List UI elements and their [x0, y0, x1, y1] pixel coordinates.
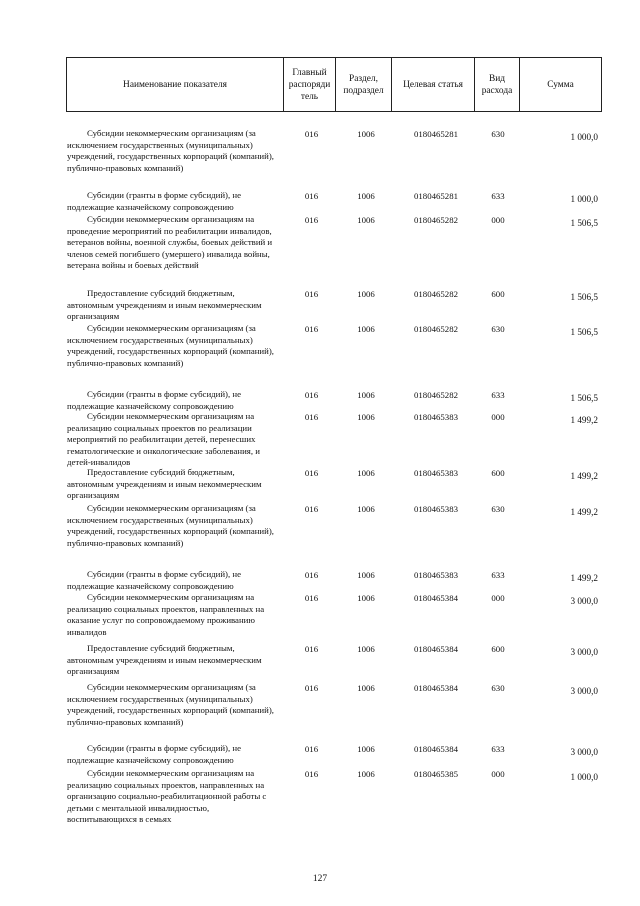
row-vid: 633	[491, 390, 505, 400]
row-grbs: 016	[304, 215, 319, 225]
row-grbs: 016	[304, 191, 319, 201]
row-vid: 600	[491, 644, 505, 654]
row-name: Субсидии некоммерческим организациям на проведение мероприятий по реабилитации инвалидов, ветеранов войны, военной службы, боевых действий и членов семей погибшего (умершего) инвалида войны, ветерана войны и боевых действий	[67, 214, 273, 271]
row-vid: 633	[491, 191, 505, 201]
row-target: 0180465384	[414, 644, 458, 654]
row-grbs: 016	[304, 324, 319, 334]
row-target: 0180465383	[414, 412, 458, 422]
row-razdel: 1006	[357, 289, 375, 299]
row-vid: 633	[491, 570, 505, 580]
row-sum: 1 000,0	[570, 132, 598, 142]
row-sum: 1 506,5	[570, 292, 598, 302]
row-target: 0180465384	[414, 593, 458, 603]
row-target: 0180465383	[414, 570, 458, 580]
header-grbs-line2: распоряди	[288, 79, 331, 90]
row-razdel: 1006	[357, 683, 375, 693]
row-razdel: 1006	[357, 570, 375, 580]
row-grbs: 016	[304, 769, 319, 779]
row-sum: 1 000,0	[570, 194, 598, 204]
header-grbs-cell	[283, 57, 336, 112]
header-name-cell	[66, 57, 284, 112]
row-razdel: 1006	[357, 390, 375, 400]
row-name: Предоставление субсидий бюджетным, автономным учреждениям и иным некоммерческим организациям	[67, 643, 262, 677]
row-sum: 1 499,2	[570, 507, 598, 517]
row-name: Субсидии (гранты в форме субсидий), не подлежащие казначейскому сопровождению	[67, 389, 241, 411]
row-target: 0180465384	[414, 744, 458, 754]
row-sum: 3 000,0	[570, 647, 598, 657]
page-number: 127	[312, 874, 328, 884]
row-grbs: 016	[304, 644, 319, 654]
header-grbs-line3: тель	[300, 91, 319, 102]
header-vid-cell	[474, 57, 520, 112]
row-vid: 000	[491, 215, 505, 225]
row-target: 0180465383	[414, 468, 458, 478]
row-target: 0180465383	[414, 504, 458, 514]
row-razdel: 1006	[357, 191, 375, 201]
row-name: Субсидии (гранты в форме субсидий), не подлежащие казначейскому сопровождению	[67, 569, 241, 591]
row-grbs: 016	[304, 744, 319, 754]
row-grbs: 016	[304, 129, 319, 139]
row-name: Субсидии (гранты в форме субсидий), не подлежащие казначейскому сопровождению	[67, 743, 241, 765]
header-vid-line2: расхода	[481, 85, 513, 96]
row-razdel: 1006	[357, 769, 375, 779]
row-sum: 1 506,5	[570, 218, 598, 228]
row-sum: 3 000,0	[570, 686, 598, 696]
row-name: Субсидии некоммерческим организациям на реализацию социальных проектов, направленных на оказание услуг по сопровождаемому проживанию инвалидов	[67, 592, 265, 637]
row-sum: 3 000,0	[570, 747, 598, 757]
row-vid: 000	[491, 769, 505, 779]
row-razdel: 1006	[357, 129, 375, 139]
row-razdel: 1006	[357, 412, 375, 422]
header-target: Целевая статья	[403, 79, 463, 90]
row-grbs: 016	[304, 570, 319, 580]
row-target: 0180465384	[414, 683, 458, 693]
row-vid: 630	[491, 129, 505, 139]
row-razdel: 1006	[357, 504, 375, 514]
row-razdel: 1006	[357, 593, 375, 603]
row-name: Предоставление субсидий бюджетным, автономным учреждениям и иным некоммерческим организациям	[67, 288, 262, 322]
header-razdel-line2: подраздел	[343, 85, 384, 96]
header-grbs-line1: Главный	[292, 67, 327, 78]
row-grbs: 016	[304, 683, 319, 693]
header-name: Наименование показателя	[123, 79, 227, 90]
row-name: Субсидии некоммерческим организациям (за исключением государственных (муниципальных) учреждений, государственных корпораций (компаний), публично-правовых компаний)	[67, 682, 274, 727]
row-razdel: 1006	[357, 215, 375, 225]
row-target: 0180465385	[414, 769, 458, 779]
row-grbs: 016	[304, 504, 319, 514]
row-grbs: 016	[304, 412, 319, 422]
row-sum: 1 506,5	[570, 327, 598, 337]
row-grbs: 016	[304, 593, 319, 603]
row-target: 0180465282	[414, 390, 458, 400]
row-razdel: 1006	[357, 324, 375, 334]
row-sum: 1 499,2	[570, 471, 598, 481]
row-vid: 630	[491, 504, 505, 514]
row-grbs: 016	[304, 390, 319, 400]
row-target: 0180465282	[414, 215, 458, 225]
row-sum: 1 499,2	[570, 573, 598, 583]
row-sum: 1 000,0	[570, 772, 598, 782]
header-razdel-cell	[335, 57, 392, 112]
row-vid: 000	[491, 593, 505, 603]
row-razdel: 1006	[357, 644, 375, 654]
row-name: Субсидии некоммерческим организациям (за исключением государственных (муниципальных) учреждений, государственных корпораций (компаний), публично-правовых компаний)	[67, 503, 274, 548]
row-vid: 600	[491, 289, 505, 299]
row-name: Субсидии некоммерческим организациям (за исключением государственных (муниципальных) учреждений, государственных корпораций (компаний), публично-правовых компаний)	[67, 323, 274, 368]
header-target-cell	[391, 57, 475, 112]
row-vid: 633	[491, 744, 505, 754]
row-target: 0180465282	[414, 324, 458, 334]
row-vid: 630	[491, 683, 505, 693]
header-vid-line1: Вид	[488, 73, 506, 84]
row-grbs: 016	[304, 468, 319, 478]
row-razdel: 1006	[357, 744, 375, 754]
header-razdel-line1: Раздел,	[349, 73, 378, 84]
row-sum: 1 506,5	[570, 393, 598, 403]
header-sum: Сумма	[547, 79, 574, 90]
row-target: 0180465282	[414, 289, 458, 299]
row-razdel: 1006	[357, 468, 375, 478]
row-vid: 600	[491, 468, 505, 478]
row-target: 0180465281	[414, 129, 458, 139]
row-vid: 000	[491, 412, 505, 422]
row-sum: 3 000,0	[570, 596, 598, 606]
row-name: Субсидии некоммерческим организациям на реализацию социальных проектов, направленных на организацию социально-реабилитационной работы с детьми с ментальной инвалидностью, воспитывающихся в семьях	[67, 768, 267, 825]
header-sum-cell	[519, 57, 602, 112]
row-name: Субсидии (гранты в форме субсидий), не подлежащие казначейскому сопровождению	[67, 190, 241, 212]
row-target: 0180465281	[414, 191, 458, 201]
row-grbs: 016	[304, 289, 319, 299]
row-name: Субсидии некоммерческим организациям на реализацию социальных проектов по реализации мероприятий по реабилитации детей, перенесших гематологические и онкологические заболевания, и детей-инвалидов	[67, 411, 260, 468]
row-name: Субсидии некоммерческим организациям (за исключением государственных (муниципальных) учреждений, государственных корпораций (компаний), публично-правовых компаний)	[67, 128, 274, 173]
row-vid: 630	[491, 324, 505, 334]
row-sum: 1 499,2	[570, 415, 598, 425]
row-name: Предоставление субсидий бюджетным, автономным учреждениям и иным некоммерческим организациям	[67, 467, 262, 501]
